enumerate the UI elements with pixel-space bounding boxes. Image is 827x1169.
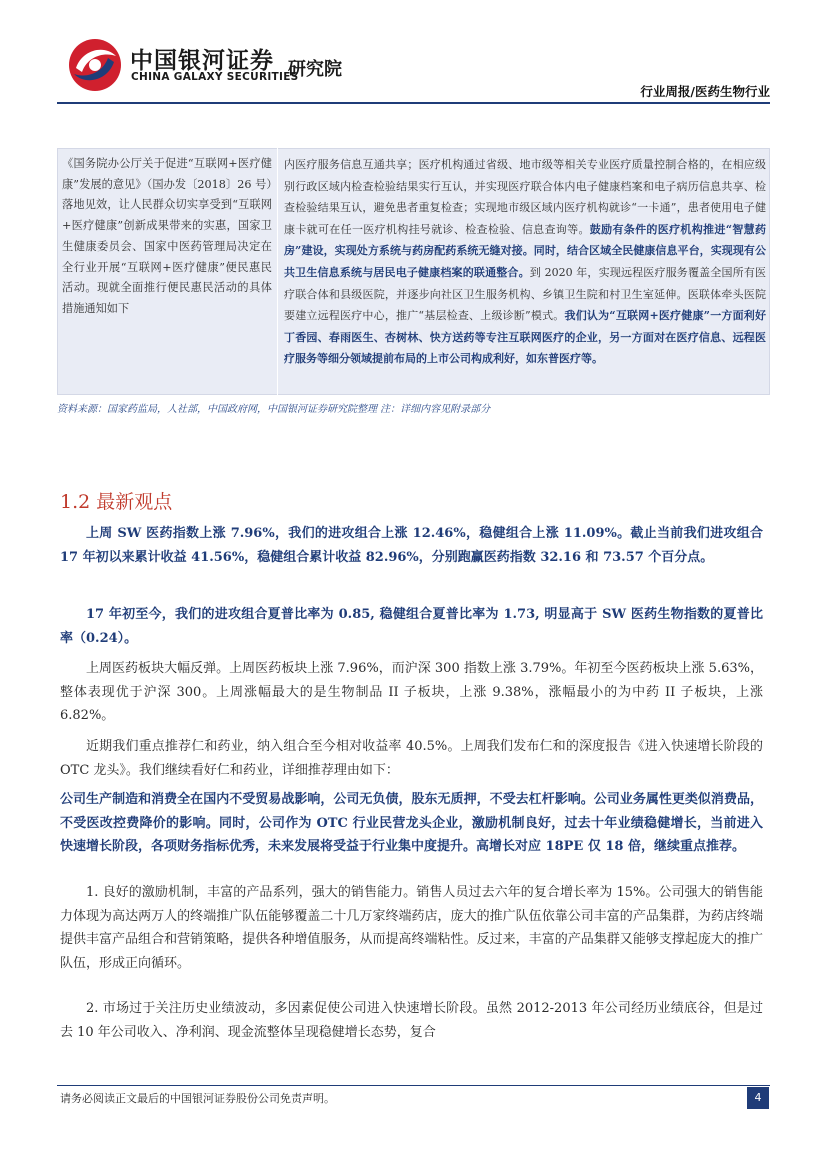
policy-content-opinion: 我们认为“互联网+医疗健康”一方面利好丁香园、春雨医生、杏树林、快方送药等专注互联网医疗的企业，另一方面对在医疗信息、远程医疗服务等细分领域提前布局的上市公司构成利好，如东普医疗等。 (284, 309, 767, 366)
brand-name-cn: 中国银河证券 (130, 48, 274, 74)
paragraph-reason-1: 1. 良好的激励机制，丰富的产品系列，强大的销售能力。销售人员过去六年的复合增长率为 15%。公司强大的销售能力体现为高达两万人的终端推广队伍能够覆盖二十几万家终端药店，庞大的推广队伍依靠公司丰富的产品集群，为药店终端提供丰富产品组合和营销策略，提供各种增值服务，从而提高终端粘性。反过来，丰富的产品集群又能够支撑起庞大的推广队伍，形成正向循环。 (60, 885, 763, 971)
footer-disclaimer: 请务必阅读正文最后的中国银河证券股份公司免责声明。 (60, 1092, 335, 1105)
header-divider (57, 102, 770, 104)
paragraph-sector-review: 上周医药板块大幅反弹。上周医药板块上涨 7.96%，而沪深 300 指数上涨 3.79%。年初至今医药板块上涨 5.63%，整体表现优于沪深 300。上周涨幅最大的是生物制品 II 子板块，上涨 9.38%，涨幅最小的为中药 II 子板块，上涨 6.82%。 (60, 661, 763, 724)
paragraph-investment-thesis: 公司生产制造和消费全在国内不受贸易战影响，公司无负债，股东无质押，不受去杠杆影响。公司业务属性更类似消费品，不受医改控费降价的影响。同时，公司作为 OTC 行业民营龙头企业，激励机制良好，过去十年业绩稳健增长，当前进入快速增长阶段，各项财务指标优秀，未来发展将受益于行业集中度提升。高增长对应 18PE 仅 18 倍，继续重点推荐。 (60, 792, 763, 855)
paragraph-reason-2: 2. 市场过于关注历史业绩波动，多因素促使公司进入快速增长阶段。虽然 2012-2013 年公司经历业绩底谷，但是过去 10 年公司收入、净利润、现金流整体呈现稳健增长态势，复合 (60, 1001, 763, 1040)
table-column-divider (277, 148, 278, 395)
table-source-note: 资料来源：国家药监局，人社部，中国政府网，中国银河证券研究院整理 注：详细内容见附录部分 (57, 404, 491, 415)
paragraph-recommendation: 近期我们重点推荐仁和药业，纳入组合至今相对收益率 40.5%。上周我们发布仁和的深度报告《进入快速增长阶段的 OTC 龙头》。我们继续看好仁和药业，详细推荐理由如下： (60, 739, 763, 778)
paragraph-portfolio-weekly: 上周 SW 医药指数上涨 7.96%，我们的进攻组合上涨 12.46%，稳健组合上涨 11.09%。截止当前我们进攻组合 17 年初以来累计收益 41.56%，稳健组合累计收益 82.96%，分别跑赢医药指数 32.16 和 73.57 个百分点。 (60, 526, 763, 565)
galaxy-logo-icon (68, 38, 122, 92)
institute-label: 研究院 (288, 59, 342, 80)
policy-content-segment: 内医疗服务信息互通共享；医疗机构通过省级、地市级等相关专业医疗质量控制合格的，在相应级别行政区域内检查检验结果实行互认，并实现医疗联合体内电子健康档案和电子病历信息共享、检查检验结果互认，避免患者重复检查；实现地市级区域内医疗机构就诊“一卡通”，患者使用电子健康卡就可在任一医疗机构挂号就诊、检查检验、信息查询等。 (284, 158, 766, 236)
table-cell-policy-title: 《国务院办公厅关于促进“互联网+医疗健康”发展的意见》（国办发〔2018〕26 号）落地见效，让人民群众切实享受到“互联网+医疗健康”创新成果带来的实惠，国家卫生健康委员会、国家中医药管理局决定在全行业开展“互联网+医疗健康”便民惠民活动。现就全面推行便民惠民活动的具体措施通知如下 (62, 157, 272, 315)
footer-divider (57, 1085, 770, 1086)
report-type-label: 行业周报/医药生物行业 (640, 84, 770, 99)
policy-content-highlight: 鼓励有条件的医疗机构推进“智慧药房”建设，实现处方系统与药房配药系统无缝对接。同时，结合区域全民健康信息平台，实现现有公共卫生信息系统与居民电子健康档案的联通整合。 (284, 222, 767, 279)
brand-name-en: CHINA GALAXY SECURITIES (131, 71, 299, 83)
section-number: 1.2 (60, 491, 91, 513)
section-title: 最新观点 (96, 491, 173, 513)
policy-content-segment: 到 2020 年，实现远程医疗服务覆盖全国所有医疗联合体和县级医院，并逐步向社区卫生服务机构、乡镇卫生院和村卫生室延伸。医联体牵头医院要建立远程医疗中心，推广“基层检查、上级诊断”模式。 (284, 265, 766, 323)
page-number: 4 (747, 1087, 769, 1109)
table-cell-policy-content (284, 154, 766, 370)
paragraph-sharpe-ratio: 17 年初至今，我们的进攻组合夏普比率为 0.85, 稳健组合夏普比率为 1.73, 明显高于 SW 医药生物指数的夏普比率（0.24）。 (60, 607, 763, 646)
section-heading (60, 487, 178, 514)
